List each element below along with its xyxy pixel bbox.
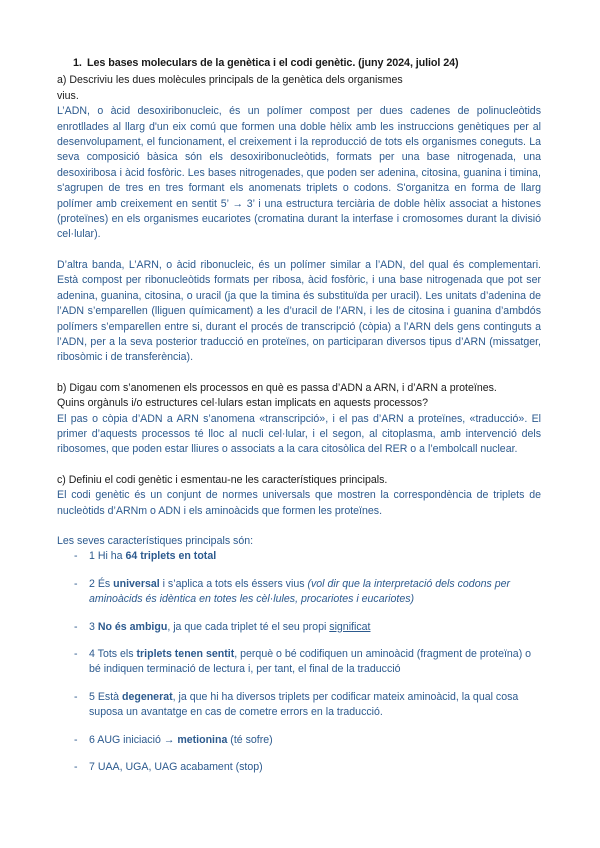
question-c: c) Definiu el codi genètic i esmentau-ne les característiques principals. [57,473,388,486]
list-item: - 7 UAA, UGA, UAG acabament (stop) [74,761,263,774]
list-item: - 6 AUG iniciació → metionina (té sofre) [74,733,273,746]
answer-c: El codi genètic és un conjunt de normes universals que mostren la correspondència de triplets de nucleòtids d’ARNm o ADN i els aminoàcids que formen les proteïnes. [57,489,541,517]
title-text: Les bases moleculars de la genètica i el codi genètic. (juny 2024, juliol 24) [87,57,459,69]
list-item: - 3 No és ambigu, ja que cada triplet té el seu propi significat [74,620,371,633]
question-b-line2: Quins orgànuls i/o estructures cel·lulars estan implicats en aquests processos? [57,397,428,410]
answer-a-paragraph-2: D’altra banda, L’ARN, o àcid ribonucleic, és un polímer similar a l’ADN, del qual és complementari. Està compost per ribonucleòtids formats per ribosa, àcid fosfòric, i una base nitrogenada que pot ser adenina, guanina, citosina, o uracil (ja que la timina és substituïda per uracil). Les unitats d’adenina de l’ADN s’emparellen (lliguen químicament) a les d’uracil de l’ARN, i les de citosina i guanina d’ambdós polímers s’emparellen entre si, durant el procés de transcripció (còpia) a l’ARN dels gens continguts a l’ADN, per a la seva posterior traducció en proteïnes, on participaran diversos tipus d’ARN (missatger, ribosòmic i de transferència). [57,258,541,364]
question-a-line2: vius. [57,89,79,102]
title-number: 1. [73,57,82,69]
question-a [57,73,541,104]
answer-a-paragraph-1: L’ADN, o àcid desoxiribonucleic, és un polímer compost per dues cadenes de polinucleòtids enrotllades al llarg d'un eix comú que formen una doble hèlix amb les instruccions genètiques per al desenvolupament, el funcionament, el creixement i la reproducció de tots els organismes coneguts. La seva composició bàsica són els desoxiribonucleòtids, formats per una base nitrogenada, una desoxiribosa i àcid fosfòric. Les bases nitrogenades, que poden ser adenina, citosina, guanina i timina, s'agrupen de tres en tres formant els anomenats triplets o codons. S'organitza en forma de llarg polímer amb creixement en sentit 5’ → 3’ i una estructura terciària de doble hèlix associat a histones (proteïnes) en els organismes eucariotes (cromatina durant la interfase i cromosomes durant la divisió cel·lular). [57,105,541,241]
question-b-line1: b) Digau com s’anomenen els processos en què es passa d’ADN a ARN, i d’ARN a proteïnes. [57,381,497,394]
features-list [57,549,541,775]
question-a-line1: a) Descriviu les dues molècules principals de la genètica dels organismes [57,74,403,87]
list-item: - 1 Hi ha 64 triplets en total [74,550,217,563]
document-page [57,56,541,787]
answer-b: El pas o còpia d’ADN a ARN s’anomena «transcripció», i el pas d’ARN a proteïnes, «traducció». El primer d’aquests processos té lloc al nucli cel·lular, i el segon, al citoplasma, amb intervenció dels ribosomes, que poden estar lliures o associats a la cara citosòlica del RER o a l’embolcall nuclear. [57,412,541,456]
list-item: - 4 Tots els triplets tenen sentit, perquè o bé codifiquen un aminoàcid (fragment de proteïna) o bé indiquen terminació de lectura i, per tant, el final de la traducció [74,648,532,676]
section-title [57,56,541,71]
features-intro: Les seves característiques principals són: [57,534,254,547]
question-b [57,381,541,412]
list-item: - 2 És universal i s’aplica a tots els éssers vius (vol dir que la interpretació dels codons per aminoàcids és idèntica en totes les cèl·lules, procariotes i eucariotes) [74,577,511,606]
list-item: - 5 Està degenerat, ja que hi ha diversos triplets per codificar mateix aminoàcid, la qual cosa suposa un avantatge en cas de cometre errors en la traducció. [74,690,519,719]
